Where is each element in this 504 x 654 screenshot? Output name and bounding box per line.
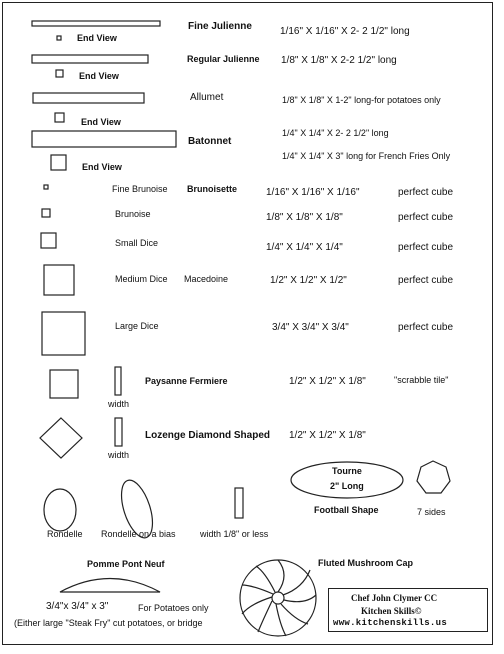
allumet-end	[55, 113, 64, 122]
paysanne-note: "scrabble tile"	[394, 375, 449, 385]
dice-size: 1/4" X 1/4" X 1/4"	[266, 242, 343, 253]
allumet-end-label: End View	[81, 117, 121, 127]
allumet-bar	[33, 93, 144, 103]
fluted-mushroom-cap	[240, 560, 316, 636]
seven-sides-label: 7 sides	[417, 507, 446, 517]
tourne-label: Tourne	[332, 466, 362, 476]
tourne-length: 2" Long	[330, 481, 364, 491]
fine-julienne-bar	[32, 21, 160, 26]
medium-dice-cube	[44, 265, 74, 295]
fine-julienne-end	[57, 36, 61, 40]
dice-name: Brunoise	[115, 209, 151, 219]
batonnet-end-label: End View	[82, 162, 122, 172]
large-dice-cube	[42, 312, 85, 355]
fluted-mushroom-title: Fluted Mushroom Cap	[318, 558, 413, 568]
dice-shape: perfect cube	[398, 275, 454, 286]
allumet-size: 1/8" X 1/8" X 1-2" long-for potatoes only	[282, 95, 441, 105]
regular-julienne-name: Regular Julienne	[187, 54, 260, 64]
dice-alt-name: Macedoine	[184, 274, 229, 284]
batonnet-bar	[32, 131, 176, 147]
paysanne-name: Paysanne Fermiere	[145, 376, 228, 386]
fine-julienne-name: Fine Julienne	[188, 21, 252, 32]
paysanne-size: 1/2" X 1/2" X 1/8"	[289, 376, 366, 387]
regular-julienne-size: 1/8" X 1/8" X 2-2 1/2" long	[281, 55, 397, 66]
dice-alt-name: Brunoisette	[187, 184, 238, 194]
dice-size: 1/2" X 1/2" X 1/2"	[270, 275, 347, 286]
heptagon-shape	[417, 461, 450, 493]
regular-julienne-bar	[32, 55, 148, 63]
regular-julienne-end-label: End View	[79, 71, 119, 81]
paysanne-width	[115, 367, 121, 395]
brunoise-cube	[42, 209, 50, 217]
rondelle-bias-label: Rondelle on a bias	[101, 529, 176, 539]
dice-size: 1/16" X 1/16" X 1/16"	[266, 187, 360, 198]
dice-shape: perfect cube	[398, 187, 454, 198]
football-shape-label: Football Shape	[314, 505, 379, 515]
dice-name: Large Dice	[115, 321, 159, 331]
credit-url: www.kitchenskills.us	[333, 618, 448, 628]
pomme-pont-neuf-shape	[60, 579, 160, 593]
batonnet-size-1: 1/4" X 1/4" X 2- 2 1/2" long	[282, 128, 389, 138]
regular-julienne-end	[56, 70, 63, 77]
credit-box	[328, 588, 488, 632]
dice-size: 3/4" X 3/4" X 3/4"	[272, 322, 349, 333]
fine-brunoise-cube	[44, 185, 48, 189]
fine-julienne-size: 1/16" X 1/16" X 2- 2 1/2" long	[280, 26, 410, 37]
rondelle-width-label: width 1/8" or less	[200, 529, 269, 539]
lozenge-width	[115, 418, 122, 446]
dice-shape: perfect cube	[398, 322, 454, 333]
rondelle-circle	[44, 489, 76, 531]
pomme-pont-neuf-size: 3/4"x 3/4" x 3"	[46, 601, 109, 612]
batonnet-name: Batonnet	[188, 136, 232, 147]
lozenge-name: Lozenge Diamond Shaped	[145, 430, 271, 441]
dice-name: Small Dice	[115, 238, 159, 248]
dice-shape: perfect cube	[398, 242, 454, 253]
lozenge-width-label: width	[108, 450, 130, 460]
dice-name: Fine Brunoise	[112, 184, 168, 194]
rondelle-width	[235, 488, 243, 518]
rondelle-label: Rondelle	[47, 529, 83, 539]
pomme-pont-neuf-title: Pomme Pont Neuf	[87, 559, 165, 569]
batonnet-end	[51, 155, 66, 170]
pomme-pont-neuf-note: For Potatoes only	[138, 603, 209, 613]
dice-name: Medium Dice	[115, 274, 168, 284]
small-dice-cube	[41, 233, 56, 248]
lozenge-size: 1/2" X 1/2" X 1/8"	[289, 430, 366, 441]
allumet-name: Allumet	[190, 92, 224, 103]
paysanne-square	[50, 370, 78, 398]
lozenge-diamond	[40, 418, 82, 458]
dice-shape: perfect cube	[398, 212, 454, 223]
credit-brand: Kitchen Skills©	[361, 606, 422, 616]
dice-size: 1/8" X 1/8" X 1/8"	[266, 212, 343, 223]
batonnet-size-2: 1/4" X 1/4" X 3" long for French Fries Only	[282, 151, 451, 161]
credit-name: Chef John Clymer CC	[351, 593, 438, 603]
pomme-pont-neuf-sub: (Either large "Steak Fry" cut potatoes, or bridge	[14, 618, 203, 628]
paysanne-width-label: width	[108, 399, 130, 409]
fine-julienne-end-label: End View	[77, 33, 117, 43]
